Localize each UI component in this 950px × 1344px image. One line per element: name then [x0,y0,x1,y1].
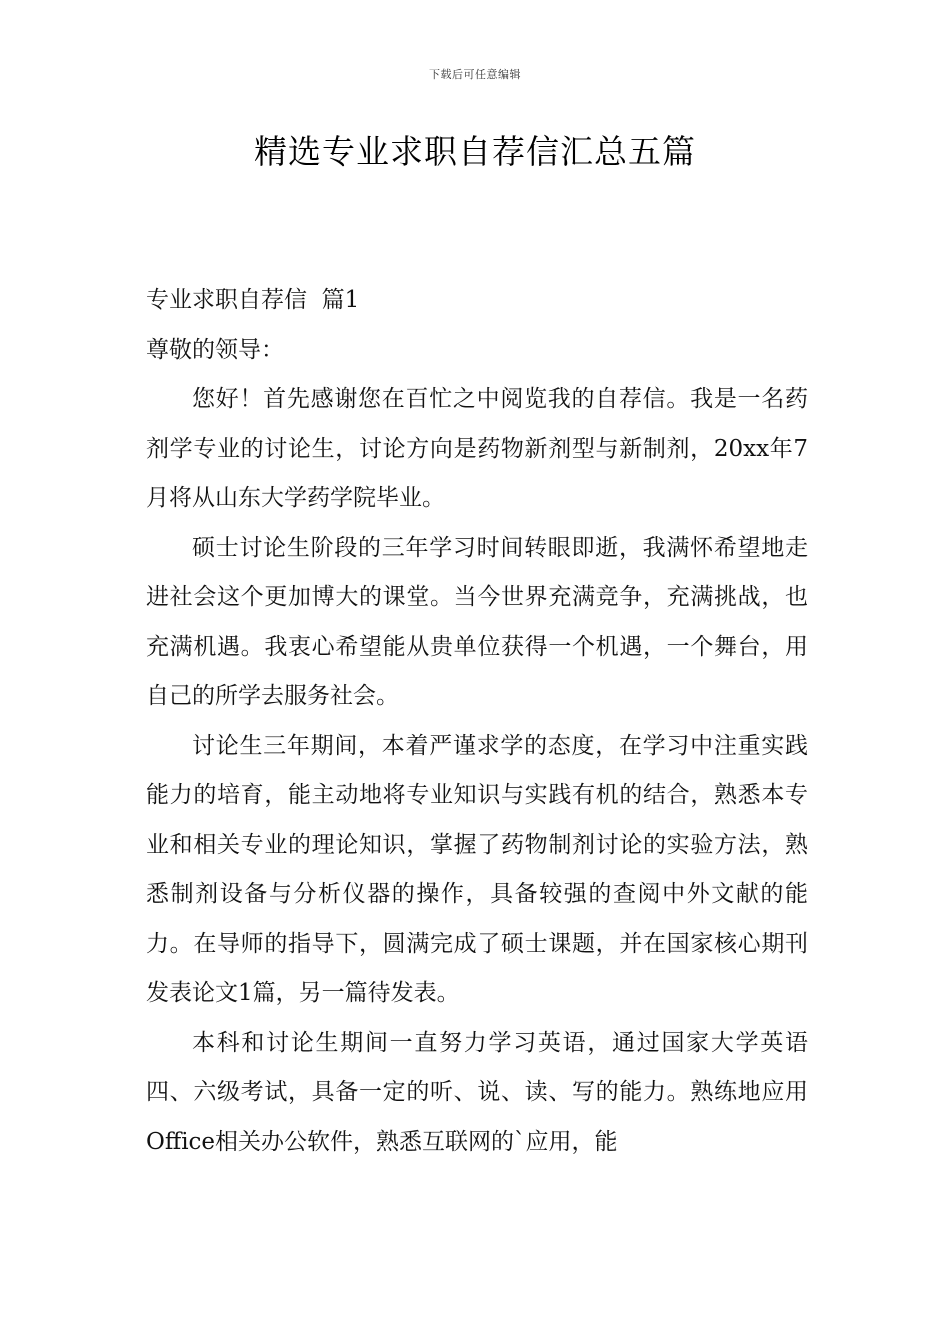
salutation: 尊敬的领导： [146,336,284,363]
body-paragraph: 您好！首先感谢您在百忙之中阅览我的自荐信。我是一名药剂学专业的讨论生，讨论方向是药物新剂型与新制剂，20xx年7月将从山东大学药学院毕业。 [146,386,808,511]
document-body [146,276,808,1167]
body-paragraph: 讨论生三年期间，本着严谨求学的态度，在学习中注重实践能力的培育，能主动地将专业知识与实践有机的结合，熟悉本专业和相关专业的理论知识，掌握了药物制剂讨论的实验方法，熟悉制剂设备与分析仪器的操作，具备较强的查阅中外文献的能力。在导师的指导下，圆满完成了硕士课题，并在国家核心期刊发表论文1篇，另一篇待发表。 [146,732,808,1006]
document-title: 精选专业求职自荐信汇总五篇 [254,132,696,171]
section-heading: 专业求职自荐信 篇1 [146,287,360,313]
body-paragraph: 硕士讨论生阶段的三年学习时间转眼即逝，我满怀希望地走进社会这个更加博大的课堂。当今世界充满竞争，充满挑战，也充满机遇。我衷心希望能从贵单位获得一个机遇，一个舞台，用自己的所学去服务社会。 [146,534,808,709]
header-note: 下载后可任意编辑 [429,68,521,81]
body-paragraph: 本科和讨论生期间一直努力学习英语，通过国家大学英语四、六级考试，具备一定的听、说、读、写的能力。熟练地应用Office相关办公软件，熟悉互联网的`应用，能 [146,1029,808,1155]
